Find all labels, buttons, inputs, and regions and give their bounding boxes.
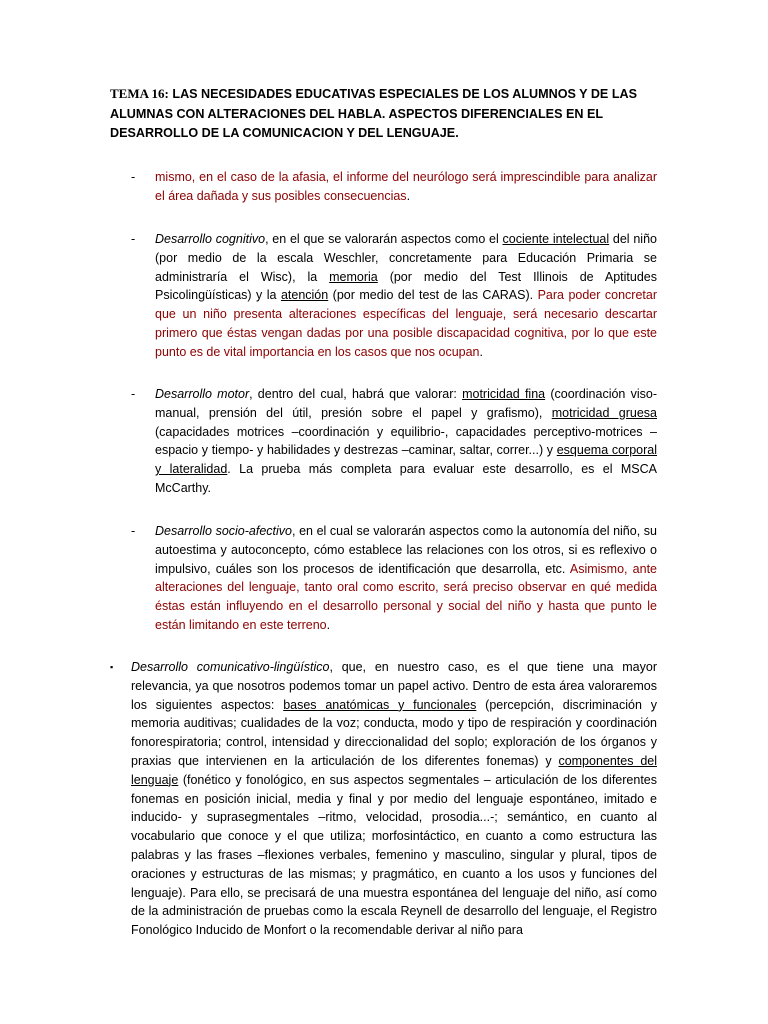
body-text: , en el cual se valorarán aspectos como la autonomía del niño, su autoestima y autoconcepto, cómo establece las relaciones con los otros, si es reflexivo o impulsivo, cuáles son los procesos de identificación que desarrolla, etc. xyxy=(155,524,657,576)
list-dash: - xyxy=(131,170,136,184)
paragraph-motor xyxy=(155,385,657,498)
list-dash: - xyxy=(131,232,136,246)
period: . xyxy=(326,617,331,632)
highlight-text: Asimismo, ante alteraciones del lenguaje, tanto oral como escrito, será preciso observar en qué medida éstas están influyendo en el desarrollo personal y social del niño y hasta que punto le están limitando en este terreno xyxy=(155,561,657,632)
underlined-term: cociente intelectual xyxy=(502,232,610,246)
period: . xyxy=(479,344,483,359)
underlined-term: bases anatómicas y funcionales xyxy=(283,697,477,712)
section-lead: Desarrollo comunicativo-lingüístico xyxy=(131,660,330,674)
underlined-term: memoria xyxy=(329,269,378,284)
section-lead: Desarrollo motor xyxy=(155,387,250,401)
list-dash: - xyxy=(131,524,136,538)
body-text: (por medio del Test Illinois de Aptitudes Psicolingüísticas) y la xyxy=(155,269,657,303)
page-title xyxy=(110,84,640,144)
title-text: LAS NECESIDADES EDUCATIVAS ESPECIALES DE LOS ALUMNOS Y DE LAS ALUMNAS CON ALTERACIONES DEL HABLA. ASPECTOS DIFERENCIALES EN EL DESARROLLO DE LA COMUNICACION Y DEL LENGUAJE. xyxy=(110,87,638,140)
body-text: , en el que se valorarán aspectos como el xyxy=(265,232,503,246)
paragraph-afasia xyxy=(155,168,657,206)
paragraph-cognitive xyxy=(155,230,657,362)
underlined-term: motricidad gruesa xyxy=(551,405,657,420)
highlight-text: Para poder concretar que un niño presenta alteraciones específicas del lenguaje, será necesario descartar primero que éstas vengan dadas por una posible discapacidad cognitiva, por lo que este punto es de vital importancia en los casos que nos ocupan xyxy=(155,288,657,359)
body-text: (fonético y fonológico, en sus aspectos segmentales – articulación de los diferentes fonemas en posición inicial, media y final y por medio del lenguaje espontáneo, imitado e inducido- y suprasegmentales –ritmo, velocidad, prosodia...-; semántico, en cuanto al vocabulario que conoce y el que utiliza; morfosintáctico, en cuanto a como estructura las palabras y las frases –flexiones verbales, femenino y masculino, singular y plural, tipos de oraciones y estructuras de las mismas; y pragmático, en cuanto a los usos y funciones del lenguaje). Para ello, se precisará de una muestra espontánea del lenguaje del niño, así como de la administración de pruebas como la escala Reynell de desarrollo del lenguaje, el Registro Fonológico Inducido de Monfort o la recomendable derivar al niño para xyxy=(131,772,657,938)
underlined-term: atención xyxy=(280,288,329,303)
underlined-term: esquema corporal y lateralidad xyxy=(155,443,657,477)
list-bullet: ▪ xyxy=(110,662,114,672)
period: . xyxy=(406,188,411,203)
body-text: (por medio del test de las CARAS). xyxy=(328,288,538,303)
body-text: (coordinación viso-manual, prensión del útil, presión sobre el papel y grafismo), xyxy=(155,387,657,420)
body-text: , dentro del cual, habrá que valorar: xyxy=(249,387,463,401)
section-lead: Desarrollo socio-afectivo xyxy=(155,524,292,538)
paragraph-socio-affective xyxy=(155,522,657,635)
body-text: (percepción, discriminación y memoria auditivas; cualidades de la voz; conducta, modo y tipo de respiración y coordinación fonorespiratoria; control, intensidad y direccionalidad del soplo; exploración de los órganos y praxias que intervienen en la articulación de los diferentes fonemas) y xyxy=(131,697,657,768)
highlight-text: mismo, en el caso de la afasia, el informe del neurólogo será imprescindible para analizar el área dañada y sus posibles consecuencias xyxy=(155,170,657,203)
body-text: , que, en nuestro caso, es el que tiene una mayor relevancia, ya que nosotros podemos tomar un papel activo. Dentro de esta área valoraremos los siguientes aspectos: xyxy=(131,660,658,712)
section-lead: Desarrollo cognitivo xyxy=(155,232,266,246)
body-text: (capacidades motrices –coordinación y equilibrio-, capacidades perceptivo-motrices – espacio y tiempo- y habilidades y destrezas –caminar, saltar, correr...) y xyxy=(155,424,657,458)
underlined-term: componentes del lenguaje xyxy=(131,753,657,787)
title-tag: TEMA 16: xyxy=(110,86,169,101)
body-text: . La prueba más completa para evaluar este desarrollo, es el MSCA McCarthy. xyxy=(155,462,657,495)
list-dash: - xyxy=(131,387,136,401)
underlined-term: motricidad fina xyxy=(462,387,546,401)
paragraph-communicative xyxy=(131,658,657,940)
body-text: del niño (por medio de la escala Weschler, concretamente para Educación Primaria se administraría el Wisc), la xyxy=(155,232,657,284)
